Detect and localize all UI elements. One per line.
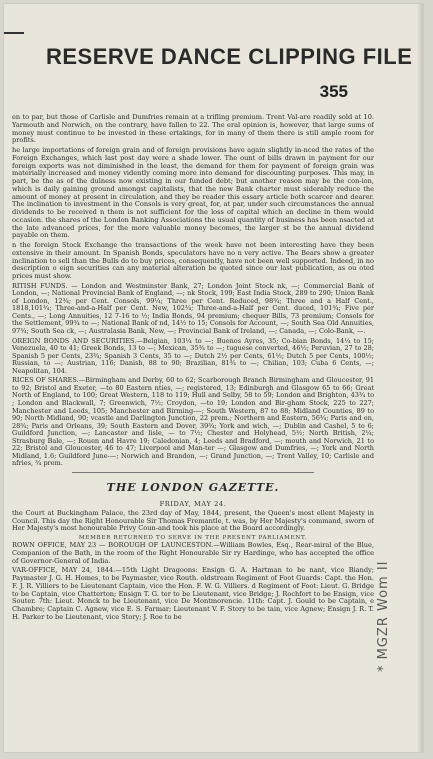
members-paragraph: ROWN OFFICE, MAY 23 — BOROUGH OF LAUNCESTON.—William Bowles, Esq., Rear-miral of the Blue, Companion of the Bath, in the room of the Right Honourable Sir ry Hardinge, who has accepted the office of Governor-General of India.: [12, 542, 374, 565]
article-paragraph: en to par, but those of Carlisle and Dumfries remain at a trifling premium. Trent Val-are readily sold at 10. Yarmouth and Norwich, on the contrary, have fallen to 22. The eral opinion is, however, that large sums of money must continue to be invested in these ertakings, for in many of them there is still ample room for profits.: [12, 114, 374, 145]
share-prices-paragraph: RICES OF SHARES.—Birmingham and Derby, 60 to 62; Scarborough Branch Birmingham and Gloucester, 91 to 92; Bristol and Exeter, —to 80 Eastern nties, —; registered, 13; Edinburgh and Glasgow 65 to 66; Great North of England, to 100; Great Western, 118 to 119; Hull and Selby, 58 to 59; London and Brighton, 43¾ to ; London and Blackwall, 7; Greenwich, 7½; Croydon, —to 19; London and Bir-gham Stock, 225 to 227; Manchester and Leeds, 105; Manchester and Birming-—; South Western, 87 to 88; Midland Counties, 89 to 90; North Midland, 90; vcastle and Darlington Junction, 22 prem.; Northern and Eastern, 56¾; Paris and en, 28¾; Paris and Orleans, 39; South Eastern and Dover, 39¾; York and wich, —; Dublin and Cashel, 5 to 6; Guildford Junction, —; Lancaster and lisle, — to 7½; Chester and Holyhead, 5½; North British, 2¼; Strasburg Bale, —; Rouen and Havre 19; Caledonian, 4; Leeds and Bradford, —; mouth and Norwich, 21 to 22; Bristol and Gloucester, 46 to 47; Liverpool and Man-ter —; Glasgow and Dumfries, —; York and North Midland, 1.6; Guildford June-—; Norwich and Brandon, —; Grand Junction, —; Trent Valley, 10; Carlisle and nfries, ¾ prem.: [12, 377, 374, 468]
section-divider: [72, 472, 314, 473]
clipping-sheet: [4, 4, 423, 752]
news-article: [12, 114, 374, 624]
gazette-heading: THE LONDON GAZETTE.: [106, 480, 280, 494]
handwritten-catalog-note: * MGZR Wom II: [376, 560, 391, 672]
war-office-paragraph: VAR-OFFICE, MAY 24, 1844.—15th Light Dragoons: Ensign G. A. Hartman to be nant, vice Biandy; Paymaster J. G. H. Homes, to be Paymaster, vice Routh. oldstream Regiment of Foot Guards: Capt. the Hon. F. J. R. Villiers to be Lieutenant Captain, vice the Hon. F. W. G. Villiers. d Regiment of Foot: Lieut. G. Bridge to be Captain, vice Chatterton; Ensign T. G. ter to be Lieutenant, vice Bridge; J. Rochfort to be Ensign, vice Souter. 7th: Lieut. Monck to be Lieutenant, vice De Montmorencie. 11th: Capt. J. Gould to be Captain, e Chambre; Captain C. Agnew, vice E. S. Farmar; Lieutenant V. F. Story to be tain, vice Agnew; Ensign J. R. T. H. Parker to be Lieutenant, vice Story; J. Roe to be: [12, 567, 374, 621]
article-paragraph: he large importations of foreign grain and of foreign provisions have again slightly in-nced the rates of the Foreign Exchanges, which last post day were a shade lower. The ount of bills drawn in payment for our foreign exports was not diminished in the least, the demand for them for payment of foreign grain was materially increased and money vidently coming more into demand for discounting purposes. This may, in part, be the as of the dulness now existing in our funded debt; but another reason may be the con-ion, which is daily gaining ground amongst capitalists, that the new Bank charter must siderably reduce the amount of money at present in circulation, and they be reader this essary article both scarcer and dearer. The inclination to investment in the Consols is very great, for, at par, under such circumstances the annual dividends to be received n them is not sufficient for the loss of capital which an decline in them would occasion. the shares of the London Banking Associations the usual quantity of business has been nsacted at the late advanced prices, for the more valuable money becomes, the larger st be the annual dividend payable on them.: [12, 147, 374, 240]
file-header: [46, 44, 413, 101]
page-edge-shadow: [417, 4, 423, 752]
top-rule: [4, 32, 24, 34]
members-heading: MEMBER RETURNED TO SERVE IN THE PRESENT PARLIAMENT.: [78, 535, 308, 542]
british-funds-paragraph: RITISH FUNDS. — London and Westminster Bank, 27; London Joint Stock nk, —; Commercial Bank of London, —; National Provincial Bank of England, —; nk Stock, 199; East India Stock, 289 to 290; Union Bank of London, 12¾; per Cent. Consols, 99¼; Three per Cent. Reduced, 98¾; Three and a Half Cent., 1818,101¾; Three-and-a-Half per Cent. New, 102¾; Three-and-a-Half per Cent. duced, 101¾; Five per Cents., —; Long Annuities, 12 7-16 to ½; India Bonds, 94 premium; chequer Bills, 73 premium; Consols for the Settlement, 99¾ to —; National Bank of nd, 14½ to 15; Consols for Account, —; South Sea Old Annuities, 97¾; South Sea ck, —; Australasia Bank, New, —; Provincial Bank of Ireland, —; Canada, —; Colo-Bank, —.: [12, 282, 374, 336]
foreign-bonds-paragraph: OREIGN BONDS AND SECURITIES.—Belgian, 103¼ to —; Buenos Ayres, 35; Co-bian Bonds, 14¼ to 15; Venezuela, 40 to 41; Greek Bonds, 13 to —; Mexican, 35¾ to —; tuguese converted, 46½; Peruvian, 27 to 28; Spanish 5 per Cents, 23¾; Spanish 3 Cents, 35 to —; Dutch 2½ per Cents, 61½; Dutch 5 per Cents, 100½; Russian, to —; Austrian, 116; Danish, 88 to 90; Brazilian, 81¾ to —; Chilian, 103; Cuba 6 Cents, —; Neapolitan, 104.: [12, 337, 374, 375]
page-number: 355: [319, 82, 348, 101]
court-paragraph: the Court at Buckingham Palace, the 23rd day of May, 1844, present, the Queen's most ellent Majesty in Council. This day the Right Honourable Sir Thomas Fremantle, t. was, by Her Majesty's command, sworn of Her Majesty's most honourable Privy Coun-and took his place at the Board accordingly.: [12, 509, 374, 533]
article-paragraph: n the foreign Stock Exchange the transactions of the week have not been interesting have they been extensive in their amount. In Spanish Bonds, speculators have no n very active. The Bears show a greater inclination to sell than the Bulls do to buy prices, consequently, have not been well supported. Indeed, in no description o eign securities can any material alteration be quoted since our last publication, as ou oted prices must show.: [12, 242, 374, 280]
gazette-dateline: FRIDAY, MAY 24.: [159, 499, 227, 508]
file-title: RESERVE DANCE CLIPPING FILE: [46, 44, 413, 69]
